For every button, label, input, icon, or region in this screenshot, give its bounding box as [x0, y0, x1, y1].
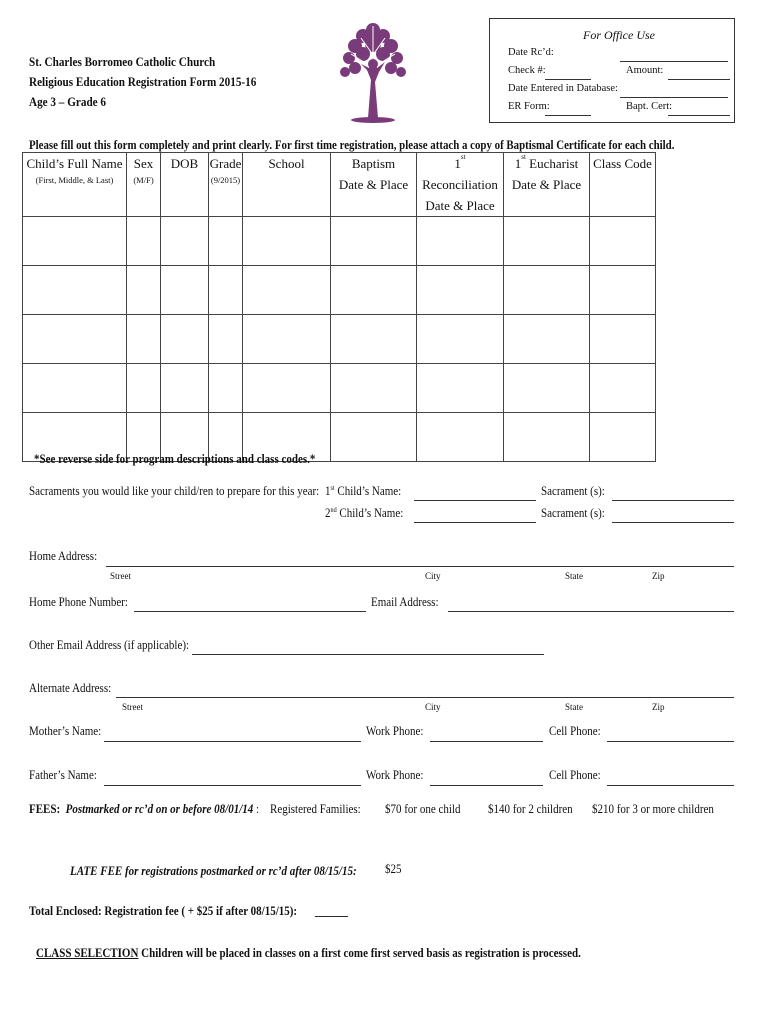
- father-work-phone-field[interactable]: [430, 785, 543, 786]
- cell[interactable]: [209, 266, 243, 315]
- alternate-address-field[interactable]: [116, 697, 734, 698]
- total-enclosed-label: Total Enclosed: Registration fee ( + $25 if after 08/15/15):: [29, 904, 298, 918]
- mother-cell-phone-field[interactable]: [607, 741, 734, 742]
- bapt-cert-label: Bapt. Cert:: [626, 101, 673, 112]
- table-row: [23, 217, 656, 266]
- cell[interactable]: [504, 315, 590, 364]
- bapt-cert-field[interactable]: [668, 115, 730, 116]
- cell[interactable]: [331, 315, 417, 364]
- late-fee-label: LATE FEE for registrations postmarked or rc’d after 08/15/15:: [70, 864, 357, 878]
- office-use-box: [489, 18, 735, 123]
- mother-cell-phone-label: Cell Phone:: [549, 724, 601, 738]
- cell[interactable]: [590, 413, 656, 462]
- cell[interactable]: [161, 364, 209, 413]
- alternate-address-label: Alternate Address:: [29, 681, 112, 695]
- child2-label: 2nd Child’s Name:: [325, 506, 404, 520]
- alt-street-caption: Street: [122, 702, 143, 712]
- father-work-phone-label: Work Phone:: [366, 768, 424, 782]
- fees-deadline: Postmarked or rc’d on or before 08/01/14: [65, 802, 254, 816]
- child2-sacrament-field[interactable]: [612, 522, 734, 523]
- cell[interactable]: [23, 266, 127, 315]
- check-number-label: Check #:: [508, 65, 546, 76]
- fees-colon: :: [256, 802, 260, 816]
- amount-field[interactable]: [668, 79, 730, 80]
- home-state-caption: State: [565, 571, 583, 581]
- cell[interactable]: [127, 364, 161, 413]
- instructions-text: Please fill out this form completely and print clearly. For first time registration, please attach a copy of Baptismal Certificate for each child.: [29, 138, 675, 152]
- home-city-caption: City: [425, 571, 441, 581]
- col-school: School: [243, 153, 331, 217]
- cell[interactable]: [161, 266, 209, 315]
- father-cell-phone-field[interactable]: [607, 785, 734, 786]
- child2-sacrament-label: Sacrament (s):: [541, 506, 605, 520]
- alt-state-caption: State: [565, 702, 583, 712]
- cell[interactable]: [417, 364, 504, 413]
- col-class-code: Class Code: [590, 153, 656, 217]
- see-reverse-note: *See reverse side for program descriptions and class codes.*: [34, 452, 316, 466]
- date-received-label: Date Rc’d:: [508, 47, 554, 58]
- cell[interactable]: [127, 266, 161, 315]
- class-selection-text: Children will be placed in classes on a first come first served basis as registration is processed.: [138, 946, 581, 960]
- date-entered-field[interactable]: [620, 97, 728, 98]
- email-field[interactable]: [448, 611, 734, 612]
- cell[interactable]: [161, 217, 209, 266]
- home-address-field[interactable]: [106, 566, 734, 567]
- father-cell-phone-label: Cell Phone:: [549, 768, 601, 782]
- cell[interactable]: [504, 266, 590, 315]
- fees-line: [29, 802, 259, 817]
- cell[interactable]: [243, 266, 331, 315]
- cell[interactable]: [590, 266, 656, 315]
- cell[interactable]: [504, 364, 590, 413]
- late-fee-amount: $25: [385, 862, 402, 876]
- class-selection-label: CLASS SELECTION: [36, 946, 139, 960]
- cell[interactable]: [331, 413, 417, 462]
- cell[interactable]: [23, 364, 127, 413]
- alt-zip-caption: Zip: [652, 702, 665, 712]
- email-label: Email Address:: [371, 595, 439, 609]
- age-range: Age 3 – Grade 6: [29, 94, 107, 109]
- fee-three-children: $210 for 3 or more children: [592, 802, 714, 816]
- father-name-label: Father’s Name:: [29, 768, 97, 782]
- cell[interactable]: [209, 364, 243, 413]
- cell[interactable]: [331, 217, 417, 266]
- mother-name-label: Mother’s Name:: [29, 724, 102, 738]
- home-street-caption: Street: [110, 571, 131, 581]
- fee-two-children: $140 for 2 children: [488, 802, 573, 816]
- col-sex: Sex (M/F): [127, 153, 161, 217]
- col-baptism: Baptism Date & Place: [331, 153, 417, 217]
- check-number-field[interactable]: [545, 79, 591, 80]
- cell[interactable]: [504, 217, 590, 266]
- cell[interactable]: [590, 217, 656, 266]
- mother-work-phone-label: Work Phone:: [366, 724, 424, 738]
- home-zip-caption: Zip: [652, 571, 665, 581]
- sacraments-prompt: Sacraments you would like your child/ren to prepare for this year:: [29, 484, 320, 498]
- cell[interactable]: [590, 364, 656, 413]
- col-child-name: Child’s Full Name (First, Middle, & Last): [23, 153, 127, 217]
- home-address-label: Home Address:: [29, 549, 98, 563]
- cell[interactable]: [417, 217, 504, 266]
- cell[interactable]: [417, 266, 504, 315]
- office-use-title: For Office Use: [583, 28, 655, 42]
- alt-city-caption: City: [425, 702, 441, 712]
- col-eucharist: 1st Eucharist Date & Place: [504, 153, 590, 217]
- cell[interactable]: [243, 364, 331, 413]
- table-row: [23, 315, 656, 364]
- table-header-row: [23, 153, 656, 217]
- total-enclosed-field[interactable]: ______: [315, 904, 348, 918]
- cell[interactable]: [590, 315, 656, 364]
- cell[interactable]: [243, 315, 331, 364]
- child2-name-field[interactable]: [414, 522, 536, 523]
- cell[interactable]: [504, 413, 590, 462]
- cell[interactable]: [331, 364, 417, 413]
- child1-sacrament-field[interactable]: [612, 500, 734, 501]
- er-form-label: ER Form:: [508, 101, 550, 112]
- other-email-label: Other Email Address (if applicable):: [29, 638, 190, 652]
- cell[interactable]: [417, 315, 504, 364]
- child1-name-field[interactable]: [414, 500, 536, 501]
- fees-label: FEES:: [29, 802, 61, 816]
- table-row: [23, 364, 656, 413]
- cell[interactable]: [23, 217, 127, 266]
- fee-one-child: $70 for one child: [385, 802, 461, 816]
- father-name-field[interactable]: [104, 785, 361, 786]
- er-form-field[interactable]: [545, 115, 591, 116]
- col-reconciliation: 1st Reconciliation Date & Place: [417, 153, 504, 217]
- cell[interactable]: [243, 217, 331, 266]
- date-received-field[interactable]: [620, 61, 728, 62]
- home-phone-field[interactable]: [134, 611, 366, 612]
- col-grade: Grade (9/2015): [209, 153, 243, 217]
- cell[interactable]: [417, 413, 504, 462]
- col-dob: DOB: [161, 153, 209, 217]
- child1-label: 1st Child’s Name:: [325, 484, 402, 498]
- mother-work-phone-field[interactable]: [430, 741, 543, 742]
- registered-families-label: Registered Families:: [270, 802, 361, 816]
- cell[interactable]: [209, 315, 243, 364]
- cell[interactable]: [127, 315, 161, 364]
- date-entered-label: Date Entered in Database:: [508, 83, 618, 94]
- cell[interactable]: [127, 217, 161, 266]
- tree-logo-icon: [333, 18, 413, 123]
- home-phone-label: Home Phone Number:: [29, 595, 128, 609]
- mother-name-field[interactable]: [104, 741, 361, 742]
- church-name: St. Charles Borromeo Catholic Church: [29, 54, 216, 69]
- church-header: [29, 52, 256, 112]
- child1-sacrament-label: Sacrament (s):: [541, 484, 605, 498]
- amount-label: Amount:: [626, 65, 664, 76]
- class-selection-note: [36, 946, 581, 961]
- form-title: Religious Education Registration Form 2015-16: [29, 74, 257, 89]
- cell[interactable]: [331, 266, 417, 315]
- children-table: [22, 152, 656, 462]
- table-row: [23, 266, 656, 315]
- other-email-field[interactable]: [192, 654, 544, 655]
- cell[interactable]: [209, 217, 243, 266]
- cell[interactable]: [23, 315, 127, 364]
- cell[interactable]: [161, 315, 209, 364]
